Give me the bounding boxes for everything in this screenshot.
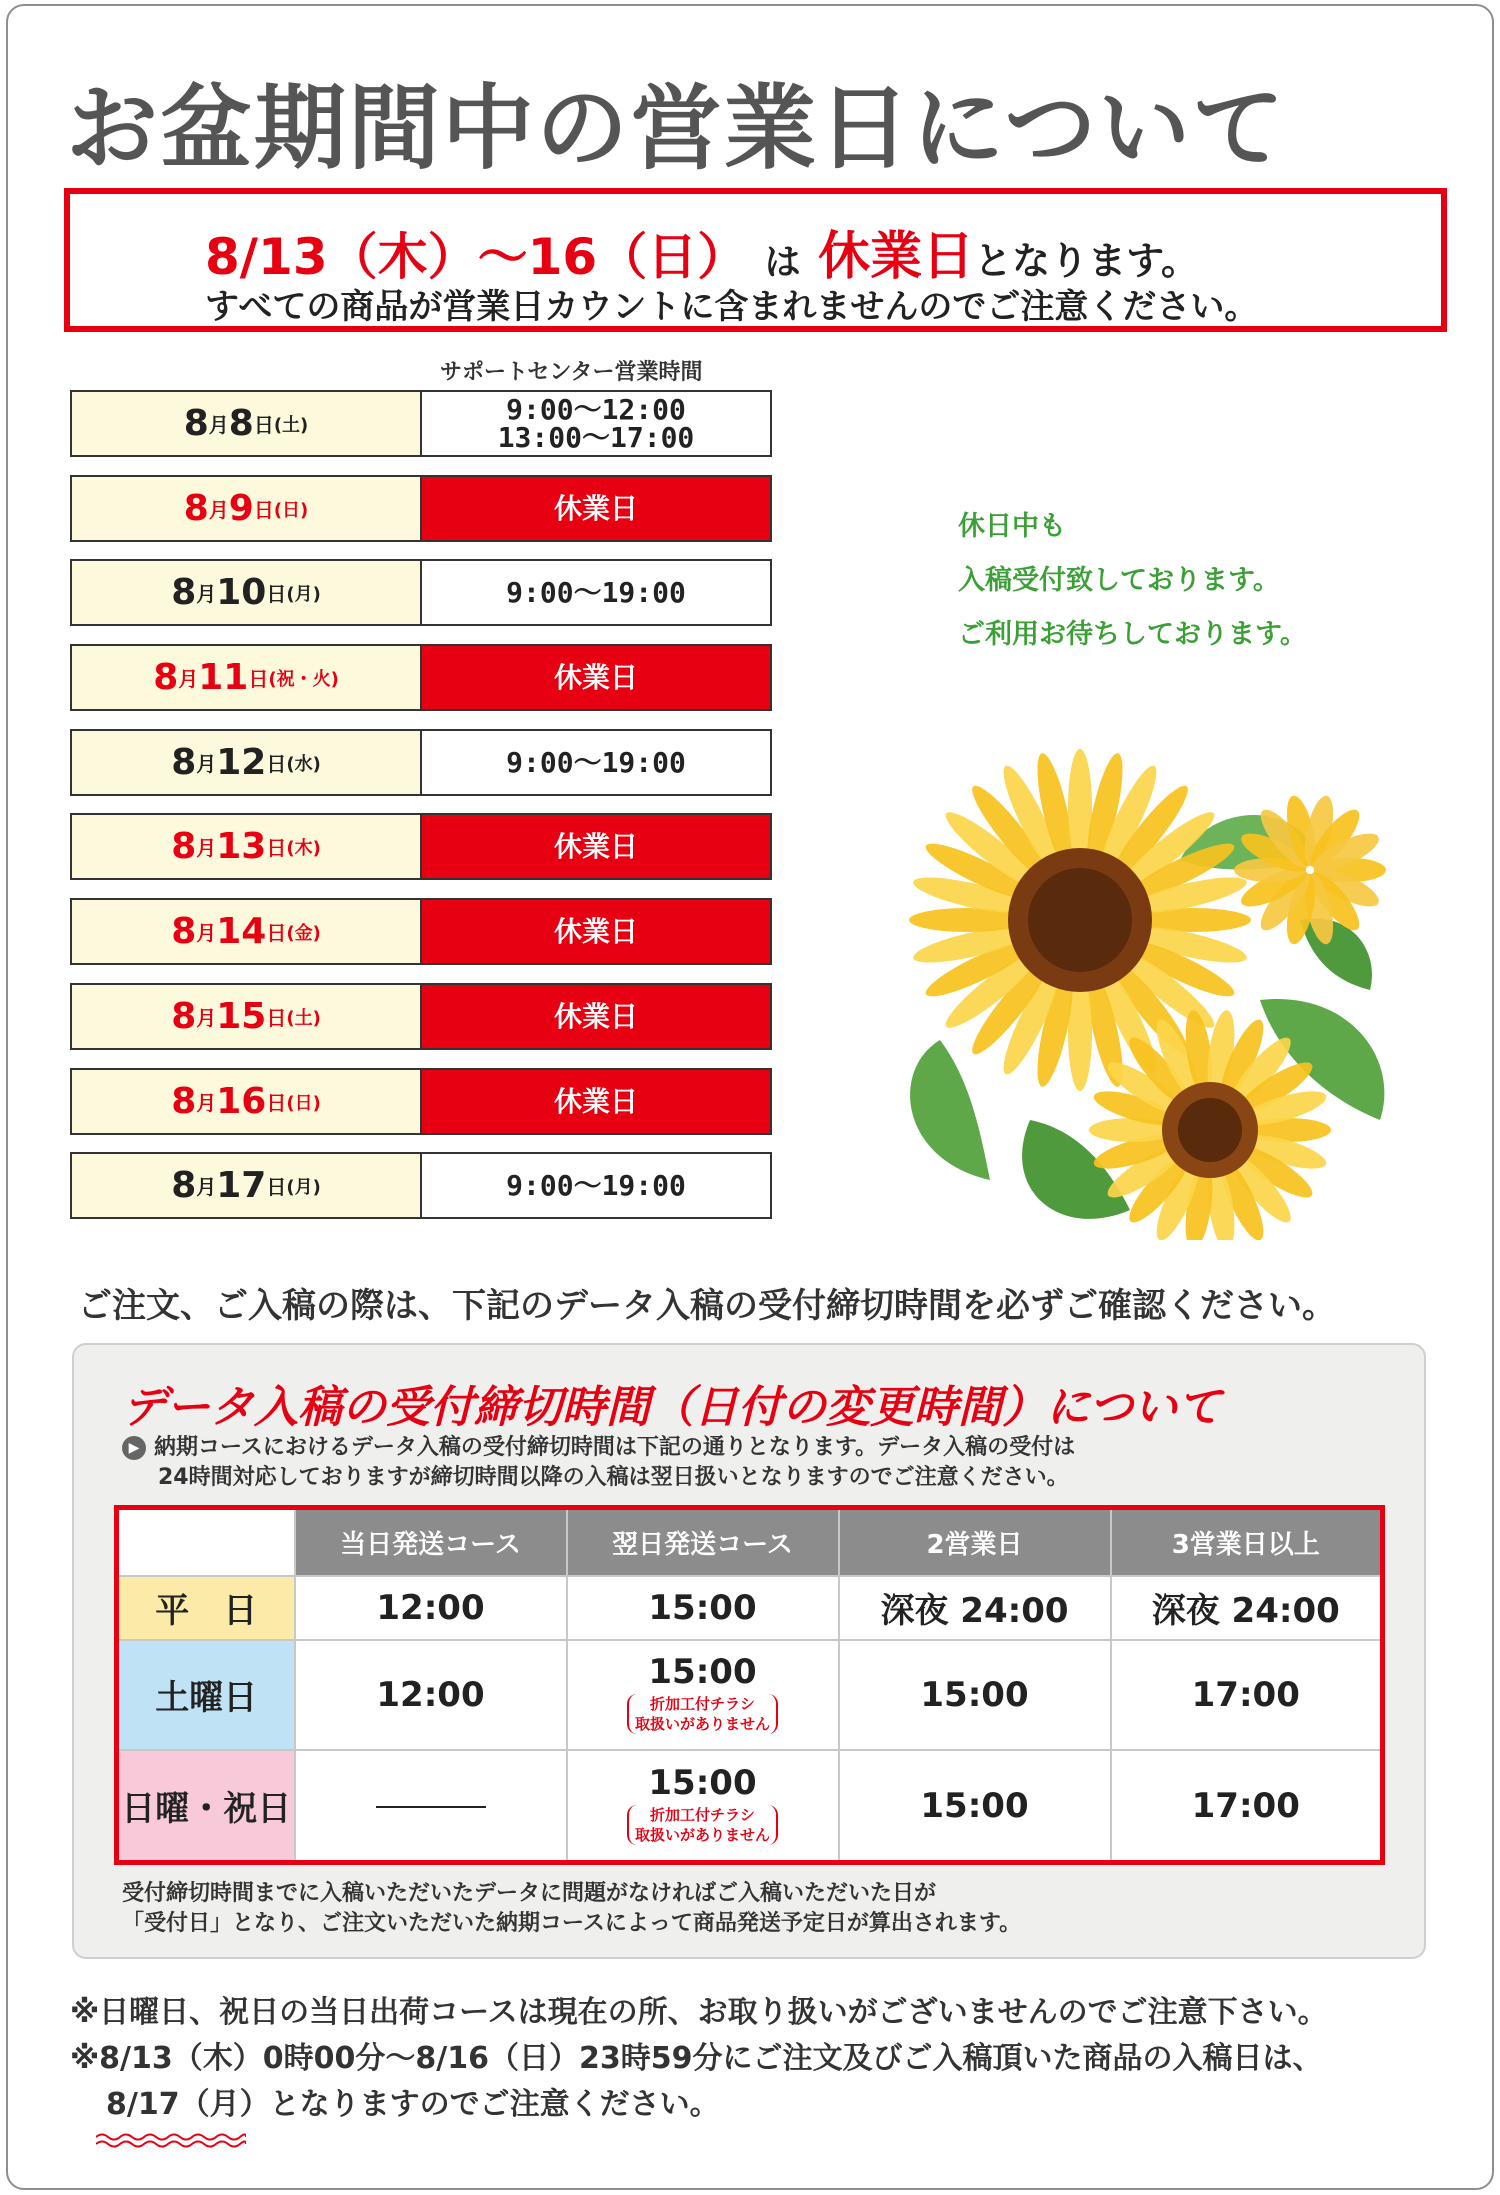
table-cell: 12:00 (295, 1640, 567, 1751)
cell-note-line: 折加工付チラシ (649, 1805, 755, 1824)
date-day: 17 (216, 1165, 267, 1206)
page-title: お盆期間中の営業日について (66, 74, 1287, 182)
row-header-sunday-holiday: 日曜・祝日 (117, 1750, 295, 1862)
date-month: 8 (171, 572, 197, 613)
schedule-time-line: 9:00〜19:00 (506, 575, 686, 609)
date-weekday: (月) (286, 1176, 321, 1198)
date-month-unit: 月 (196, 1091, 217, 1115)
cell-note (627, 1805, 778, 1845)
table-cell: 17:00 (1111, 1640, 1383, 1751)
date-day-unit: 日 (266, 836, 287, 860)
table-corner-cell (117, 1508, 295, 1576)
date-month-unit: 月 (208, 498, 229, 522)
cell-note-line: 取扱いがありません (634, 1714, 770, 1733)
closure-tail: となります。 (974, 239, 1200, 283)
schedule-row (70, 729, 772, 796)
schedule-hours (422, 392, 770, 455)
date-weekday: (日) (273, 499, 309, 521)
date-day: 15 (216, 996, 267, 1037)
schedule-time-line: 9:00〜19:00 (506, 745, 686, 779)
date-weekday: (金) (286, 922, 321, 944)
date-day: 10 (216, 572, 267, 613)
deadline-table (114, 1505, 1385, 1865)
date-month-unit: 月 (196, 921, 217, 945)
footnote-obon: ※8/13（木）0時00分〜8/16（日）23時59分にご注文及びご入稿頂いた商品の入稿日は、 (70, 2041, 1323, 2076)
play-arrow-icon: ▶ (122, 1436, 146, 1460)
table-header-row (117, 1508, 1383, 1576)
closure-notice-line2: すべての商品が営業日カウントに含まれませんのでご注意ください。 (205, 287, 1259, 327)
closure-label: 休業日 (818, 227, 975, 287)
footnote-obon-cont: 8/17（月）となりますのでご注意ください。 (106, 2087, 720, 2122)
holiday-note-line: 休日中も (958, 511, 1066, 542)
wavy-underline (96, 2132, 246, 2148)
date-day-unit: 日 (266, 1175, 287, 1199)
schedule-date (72, 815, 422, 878)
intro-line: ご注文、ご入稿の際は、下記のデータ入稿の受付締切時間を必ずご確認ください。 (78, 1286, 1336, 1326)
deadline-foot-line1: 受付締切時間までに入稿いただいたデータに問題がなければご入稿いただいた日が (122, 1881, 937, 1906)
unavailable-dash (376, 1806, 486, 1808)
schedule-row (70, 475, 772, 542)
schedule-time-line: 休業日 (553, 829, 638, 863)
schedule-date (72, 731, 422, 794)
schedule-time-line: 休業日 (553, 1084, 638, 1118)
date-month: 8 (171, 1081, 197, 1122)
schedule-header: サポートセンター営業時間 (440, 360, 703, 385)
table-cell: 17:00 (1111, 1750, 1383, 1862)
deadline-title: データ入稿の受付締切時間（日付の変更時間）について (122, 1382, 1222, 1433)
sunflower-illustration (880, 740, 1420, 1240)
table-cell: 深夜 24:00 (1111, 1576, 1383, 1640)
schedule-date (72, 477, 422, 540)
schedule-closed (422, 900, 770, 963)
date-month: 8 (183, 403, 209, 444)
schedule-row (70, 1068, 772, 1135)
table-row-sunday-holiday (117, 1750, 1383, 1862)
table-cell-value: 15:00 (648, 1651, 757, 1692)
schedule-time-line: 休業日 (553, 914, 638, 948)
cell-note-line: 取扱いがありません (634, 1825, 770, 1844)
date-day-unit: 日 (266, 921, 287, 945)
schedule-row (70, 559, 772, 626)
date-day-unit: 日 (253, 498, 274, 522)
date-month: 8 (183, 488, 209, 529)
date-day-unit: 日 (248, 667, 269, 691)
column-header: 3営業日以上 (1111, 1508, 1383, 1576)
schedule-time-line: 休業日 (553, 999, 638, 1033)
closure-dates: 8/13（木）〜16（日） (205, 228, 748, 286)
holiday-note-line: ご利用お待ちしております。 (958, 619, 1307, 650)
closure-notice-line1 (205, 214, 1199, 289)
date-month-unit: 月 (178, 667, 199, 691)
date-day: 12 (216, 742, 267, 783)
date-weekday: (水) (286, 753, 321, 775)
date-month-unit: 月 (208, 413, 229, 437)
schedule-time-line: 休業日 (553, 660, 638, 694)
schedule-hours (422, 561, 770, 624)
schedule-date (72, 646, 422, 709)
closure-notice-box (64, 188, 1447, 332)
date-weekday: (木) (286, 837, 321, 859)
column-header: 当日発送コース (295, 1508, 567, 1576)
deadline-panel (72, 1343, 1426, 1959)
date-month-unit: 月 (196, 1175, 217, 1199)
schedule-time-line: 9:00〜12:00 (506, 392, 686, 426)
deadline-desc-line1: 納期コースにおけるデータ入稿の受付締切時間は下記の通りとなります。データ入稿の受付は (154, 1435, 1076, 1460)
row-header-weekday: 平 日 (117, 1576, 295, 1640)
date-day: 14 (216, 911, 267, 952)
table-cell-unavailable (295, 1750, 567, 1862)
table-cell: 15:00 (567, 1576, 839, 1640)
table-cell-value: 15:00 (648, 1762, 757, 1803)
date-day-unit: 日 (266, 1006, 287, 1030)
date-weekday: (祝・火) (268, 668, 339, 690)
schedule-time-line: 休業日 (553, 491, 638, 525)
date-month: 8 (171, 911, 197, 952)
deadline-desc-line2: 24時間対応しておりますが締切時間以降の入稿は翌日扱いとなりますのでご注意ください。 (158, 1465, 1069, 1490)
date-weekday: (土) (286, 1007, 321, 1029)
date-month: 8 (153, 657, 179, 698)
schedule-closed (422, 985, 770, 1048)
cell-note-line: 折加工付チラシ (649, 1694, 755, 1713)
schedule-date (72, 1070, 422, 1133)
schedule-hours (422, 1154, 770, 1217)
table-cell: 深夜 24:00 (839, 1576, 1111, 1640)
date-month-unit: 月 (196, 582, 217, 606)
date-month: 8 (171, 826, 197, 867)
table-row-weekday (117, 1576, 1383, 1640)
footnote-sunday: ※日曜日、祝日の当日出荷コースは現在の所、お取り扱いがございませんのでご注意下さい。 (70, 1995, 1328, 2030)
date-day-unit: 日 (266, 582, 287, 606)
schedule-row (70, 983, 772, 1050)
date-month-unit: 月 (196, 752, 217, 776)
table-cell-with-note (567, 1750, 839, 1862)
schedule-closed (422, 1070, 770, 1133)
date-day: 13 (216, 826, 267, 867)
schedule-date (72, 900, 422, 963)
schedule-date (72, 985, 422, 1048)
closure-particle: は (764, 242, 801, 283)
date-day-unit: 日 (253, 413, 274, 437)
schedule-row (70, 898, 772, 965)
schedule-row (70, 644, 772, 711)
schedule-closed (422, 477, 770, 540)
date-month-unit: 月 (196, 1006, 217, 1030)
date-day: 16 (216, 1081, 267, 1122)
cell-note (627, 1694, 778, 1734)
date-weekday: (日) (286, 1092, 321, 1114)
schedule-closed (422, 646, 770, 709)
row-header-saturday: 土曜日 (117, 1640, 295, 1751)
date-day: 11 (198, 657, 249, 698)
schedule-row (70, 390, 772, 457)
schedule-closed (422, 815, 770, 878)
schedule-time-line: 13:00〜17:00 (497, 420, 695, 454)
date-day: 9 (228, 488, 254, 529)
date-month: 8 (171, 1165, 197, 1206)
date-weekday: (土) (273, 414, 309, 436)
date-weekday: (月) (286, 583, 321, 605)
column-header: 翌日発送コース (567, 1508, 839, 1576)
date-month-unit: 月 (196, 836, 217, 860)
table-cell: 15:00 (839, 1640, 1111, 1751)
schedule-hours (422, 731, 770, 794)
deadline-description (122, 1433, 1075, 1493)
column-header: 2営業日 (839, 1508, 1111, 1576)
footnotes (70, 1990, 1328, 2128)
table-cell: 12:00 (295, 1576, 567, 1640)
table-row-saturday (117, 1640, 1383, 1751)
date-month: 8 (171, 996, 197, 1037)
schedule-time-line: 9:00〜19:00 (506, 1168, 686, 1202)
date-day-unit: 日 (266, 752, 287, 776)
table-cell: 15:00 (839, 1750, 1111, 1862)
deadline-foot-line2: 「受付日」となり、ご注文いただいた納期コースによって商品発送予定日が算出されます。 (122, 1911, 1022, 1936)
date-month: 8 (171, 742, 197, 783)
deadline-footnote (122, 1879, 1021, 1939)
schedule-date (72, 561, 422, 624)
schedule-date (72, 392, 422, 455)
table-cell-with-note (567, 1640, 839, 1751)
schedule-row (70, 813, 772, 880)
date-day-unit: 日 (266, 1091, 287, 1115)
schedule-date (72, 1154, 422, 1217)
holiday-note-line: 入稿受付致しております。 (958, 565, 1280, 596)
date-day: 8 (228, 403, 254, 444)
schedule-row (70, 1152, 772, 1219)
holiday-note (958, 500, 1307, 662)
